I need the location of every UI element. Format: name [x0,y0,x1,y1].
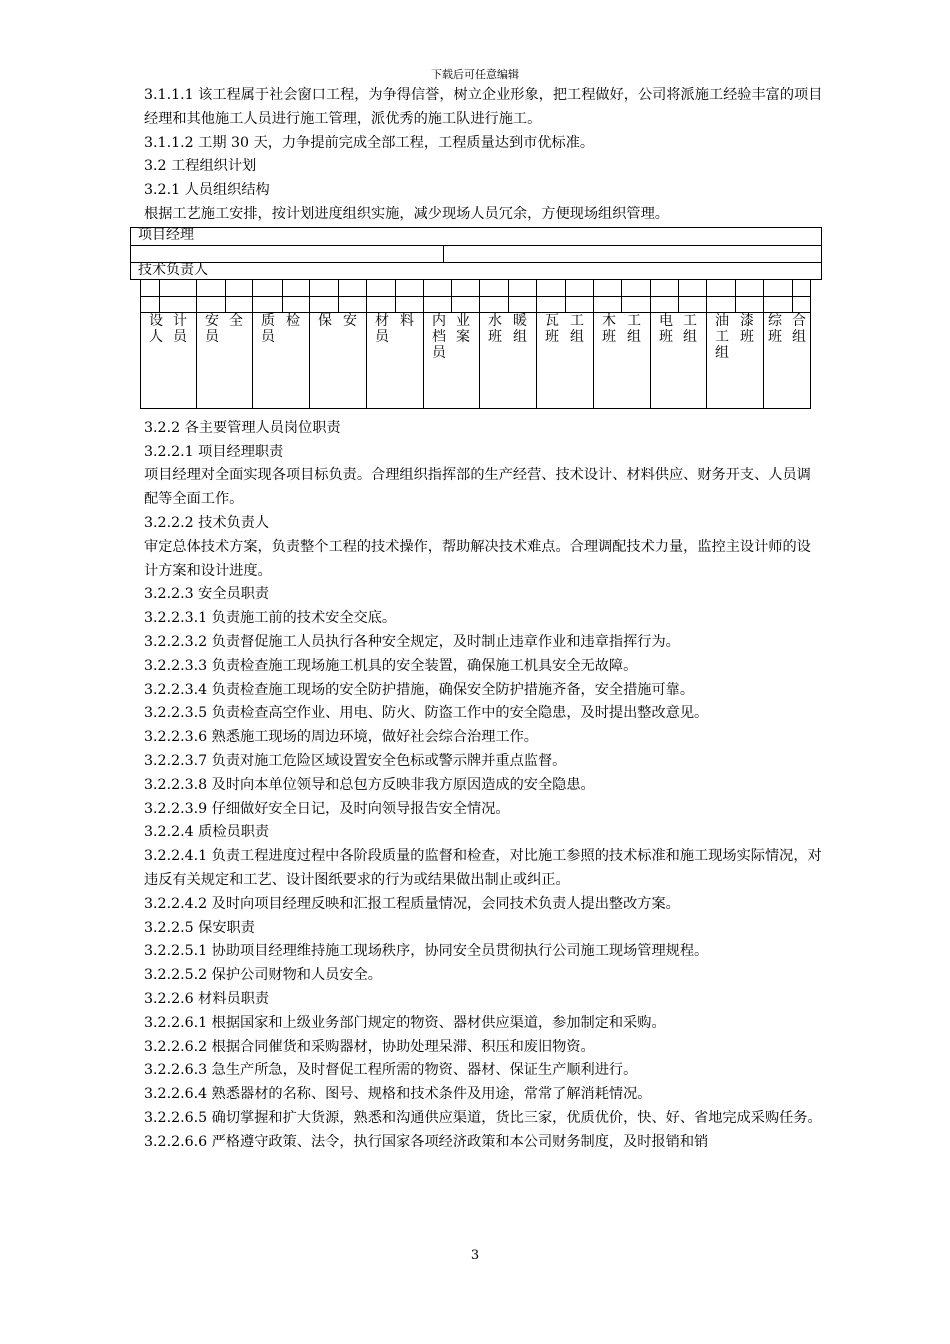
paragraph: 3.2.2.4 质检员职责 [144,824,270,841]
paragraph: 项目经理对全面实现各项目标负责。合理组织指挥部的生产经营、技术设计、材料供应、财务开支、人员调配等全面工作。 [144,467,811,508]
paragraph: 3.2.2.4.1 负责工程进度过程中各阶段质量的监督和检查，对比施工参照的技术标准和施工现场实际情况，对违反有关规定和工艺、设计图纸要求的行为或结果做出制止或纠正。 [144,848,822,888]
document-body [138,84,824,1154]
paragraph: 3.2.2.3.9 仔细做好安全日记，及时向领导报告安全情况。 [144,800,510,817]
org-sub-divider [508,279,509,313]
org-sub-divider [621,279,622,313]
paragraph: 3.2.2.5 保安职责 [144,919,255,936]
paragraph: 3.2.2.1 项目经理职责 [144,443,284,460]
org-dept-masonry: 瓦工班组 [545,312,584,345]
paragraph: 3.2.2.3.5 负责检查高空作业、用电、防火、防盗工作中的安全隐患，及时提出整改意见。 [144,705,709,722]
page-number: 3 [470,1248,480,1263]
paragraph: 3.2.2.6.4 熟悉器材的名称、图号、规格和技术条件及用途，常常了解消耗情况。 [144,1086,652,1103]
paragraph: 3.2.2.3.2 负责督促施工人员执行各种安全规定，及时制止违章作业和违章指挥行为。 [144,633,680,650]
section-heading: 3.2 工程组织计划 [144,158,257,175]
org-sub-divider [338,279,339,313]
paragraph: 3.2.2.6.5 确切掌握和扩大货源，熟悉和沟通供应渠道，货比三家，优质优价，快、好、省地完成采购任务。 [144,1109,822,1126]
org-dept-security: 保安 [318,312,357,329]
paragraph: 3.1.1.2 工期 30 天，力争提前完成全部工程，工程质量达到市优标准。 [144,134,595,151]
org-sub-divider [792,279,793,313]
org-split-divider [443,245,444,263]
paragraph: 3.2.2.5.2 保护公司财物和人员安全。 [144,967,382,984]
page-header-note: 下载后可任意编辑 [431,68,519,81]
paragraph: 审定总体技术方案，负责整个工程的技术操作，帮助解决技术难点。合理调配技术力量，监控主设计师的设计方案和设计进度。 [144,538,811,579]
paragraph: 3.2.2.6.2 根据合同催货和采购器材，协助处理呆滞、积压和废旧物资。 [144,1038,595,1055]
paragraph: 3.2.2.6.6 严格遵守政策、法令，执行国家各项经济政策和本公司财务制度，及时报销和销 [144,1133,709,1150]
org-top-row [130,227,822,246]
org-second-row [130,262,822,280]
org-grid-row-2 [140,296,811,313]
org-sub-divider [565,279,566,313]
org-grid-row-1 [140,279,811,297]
org-sub-divider [159,279,160,313]
paragraph: 3.2.2.3.8 及时向本单位领导和总包方反映非我方原因造成的安全隐患。 [144,776,595,793]
org-technical-lead: 技术负责人 [138,261,208,278]
duties-section [144,417,824,1155]
org-sub-divider [225,279,226,313]
paragraph: 3.2.2.3.4 负责检查施工现场的安全防护措施，确保安全防护措施齐备，安全措施可靠。 [144,681,695,698]
paragraph: 3.2.2.3.6 熟悉施工现场的周边环境，做好社会综合治理工作。 [144,729,538,746]
org-split-row [130,245,822,263]
org-dept-plumbing: 水暖班组 [488,312,527,345]
org-dept-painting: 油漆工班组 [715,312,754,361]
org-dept-quality: 质检员 [261,312,300,345]
paragraph: 3.1.1.1 该工程属于社会窗口工程，为争得信誉，树立企业形象，把工程做好，公司将派施工经验丰富的项目经理和其他施工人员进行施工管理，派优秀的施工队进行施工。 [144,87,823,127]
paragraph: 3.2.2.3.3 负责检查施工现场施工机具的安全装置，确保施工机具安全无故障。 [144,657,638,674]
paragraph: 3.2.2.3.7 负责对施工危险区域设置安全色标或警示牌并重点监督。 [144,752,567,769]
org-dept-carpentry: 木工班组 [602,312,641,345]
org-dept-general: 综合班组 [768,312,806,345]
org-dept-electrical: 电工班组 [659,312,697,345]
paragraph: 3.2.2.6 材料员职责 [144,990,270,1007]
paragraph: 3.2.2.5.1 协助项目经理维持施工现场秩序，协同安全员贯彻执行公司施工现场管理规程。 [144,943,709,960]
subsection-heading: 3.2.1 人员组织结构 [144,182,270,199]
paragraph: 根据工艺施工安排，按计划进度组织实施，减少现场人员冗余，方便现场组织管理。 [144,205,669,222]
org-dept-safety: 安全员 [205,312,243,345]
org-dept-materials: 材料员 [375,312,414,345]
paragraph: 3.2.2.3.1 负责施工前的技术安全交底。 [144,610,397,627]
org-chart [130,227,822,409]
org-sub-divider [282,279,283,313]
org-dept-design: 设计人员 [149,312,187,345]
org-sub-divider [735,279,736,313]
org-sub-divider [678,279,679,313]
org-sub-divider [451,279,452,313]
paragraph: 3.2.2.2 技术负责人 [144,514,270,531]
paragraph: 3.2.2.6.3 急生产所急，及时督促工程所需的物资、器材、保证生产顺利进行。 [144,1062,638,1079]
paragraph: 3.2.2.4.2 及时向项目经理反映和汇报工程质量情况，会同技术负责人提出整改方案。 [144,895,680,912]
org-dept-archives: 内业档案员 [432,312,470,361]
paragraph: 3.2.2.6.1 根据国家和上级业务部门规定的物资、器材供应渠道，参加制定和采购。 [144,1014,666,1031]
paragraph: 3.2.2.3 安全员职责 [144,586,270,603]
org-sub-divider [395,279,396,313]
paragraph: 3.2.2 各主要管理人员岗位职责 [144,419,341,436]
org-project-manager: 项目经理 [138,226,194,243]
